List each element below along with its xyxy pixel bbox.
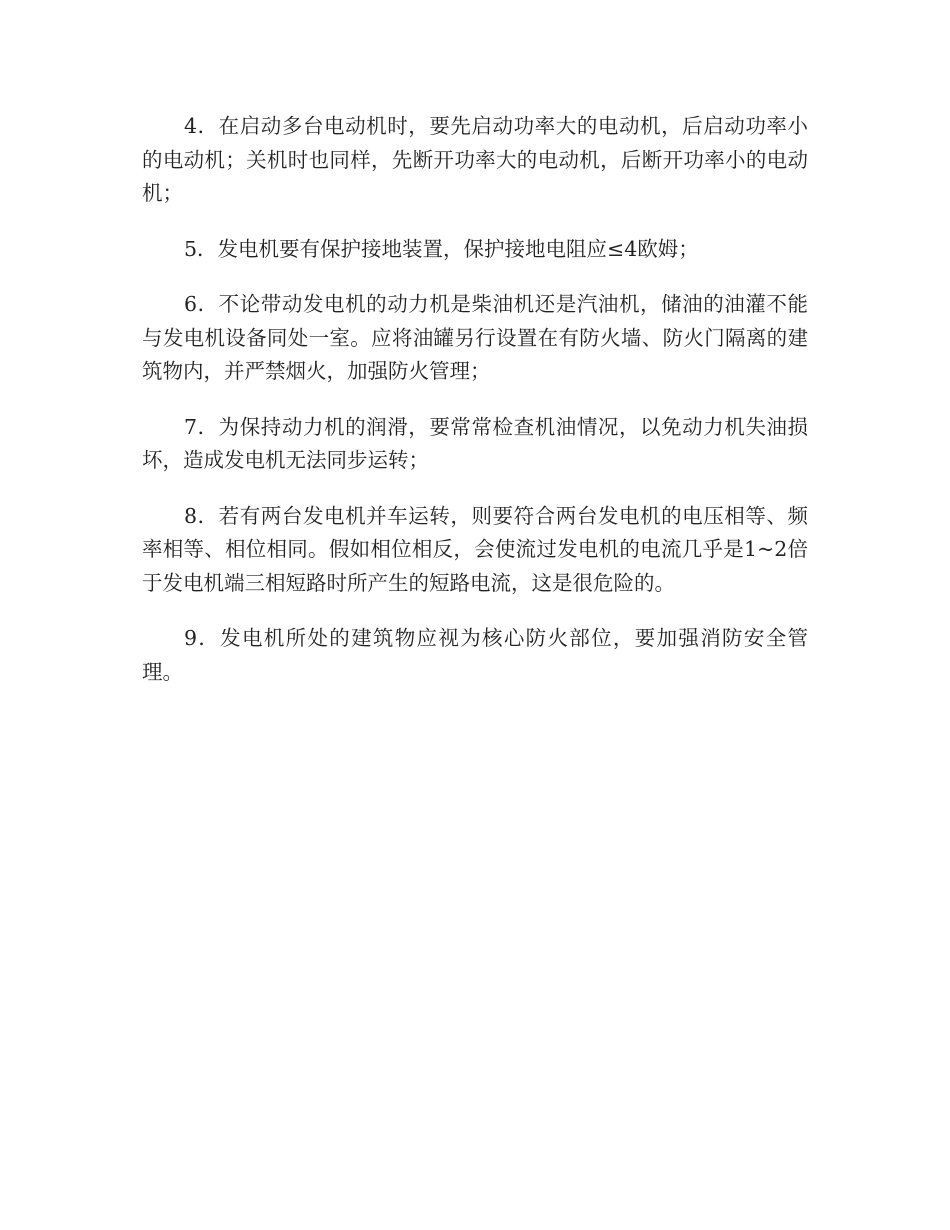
document-body bbox=[142, 110, 808, 711]
paragraph-item-8: 8．若有两台发电机并车运转，则要符合两台发电机的电压相等、频率相等、相位相同。假如相位相反，会使流过发电机的电流几乎是1~2倍于发电机端三相短路时所产生的短路电流，这是很危险的。 bbox=[142, 503, 808, 595]
paragraph-item-9: 9．发电机所处的建筑物应视为核心防火部位，要加强消防安全管理。 bbox=[142, 626, 808, 684]
paragraph-item-4: 4．在启动多台电动机时，要先启动功率大的电动机，后启动功率小的电动机；关机时也同样，先断开功率大的电动机，后断开功率小的电动机； bbox=[142, 114, 808, 205]
paragraph-item-6: 6．不论带动发电机的动力机是柴油机还是汽油机，储油的油灌不能与发电机设备同处一室。应将油罐另行设置在有防火墙、防火门隔离的建筑物内，并严禁烟火，加强防火管理； bbox=[142, 292, 808, 383]
paragraph-item-5: 5．发电机要有保护接地装置，保护接地电阻应≤4欧姆； bbox=[184, 236, 699, 261]
paragraph-item-7: 7．为保持动力机的润滑，要常常检查机油情况，以免动力机失油损坏，造成发电机无法同步运转； bbox=[142, 414, 808, 472]
